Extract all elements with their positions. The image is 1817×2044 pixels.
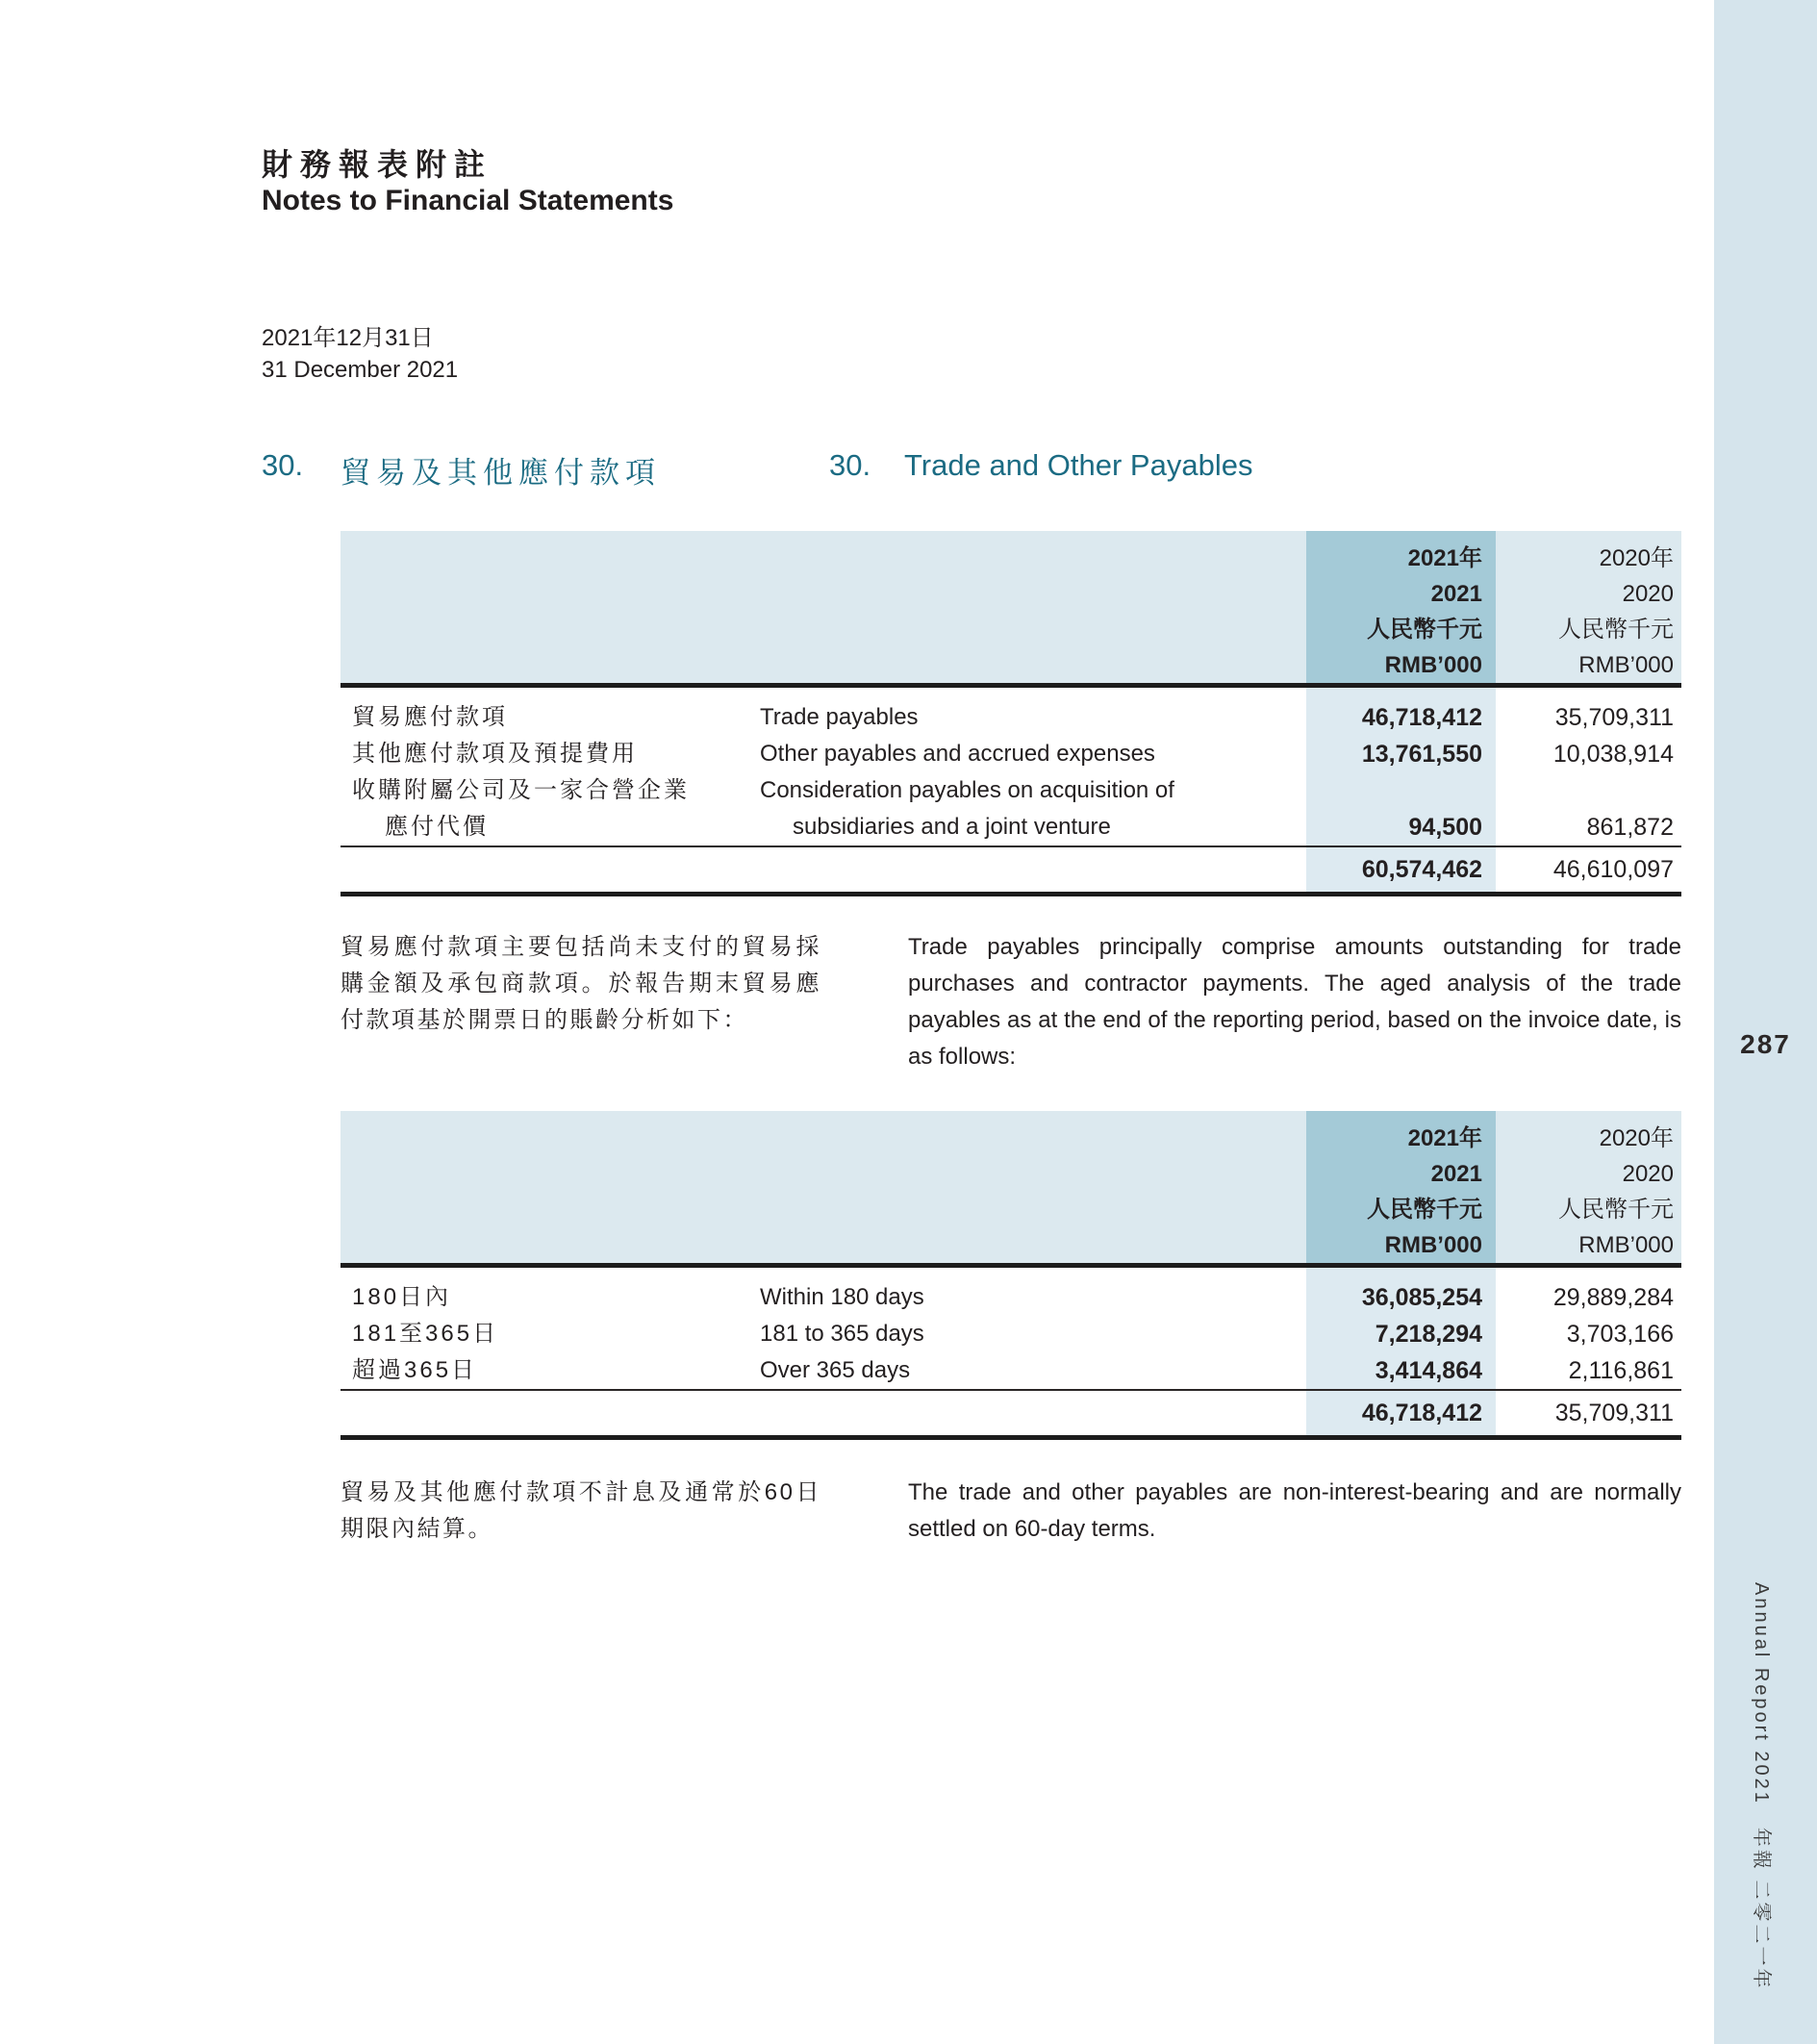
para-settlement-zh: 貿易及其他應付款項不計息及通常於60日期限內結算。 (341, 1479, 821, 1542)
table-row (341, 1316, 1681, 1352)
row-label-en: Within 180 days (760, 1284, 924, 1310)
row-label-en: subsidiaries and a joint venture (793, 814, 1111, 840)
row-label-en: 181 to 365 days (760, 1321, 924, 1347)
row-label-en: Trade payables (760, 704, 919, 730)
para-settlement-en: The trade and other payables are non-interest-bearing and are normally settled on 60-day terms. (908, 1479, 1681, 1542)
total-2020: 35,709,311 (1554, 1400, 1674, 1426)
total-2021: 46,718,412 (1361, 1400, 1482, 1426)
column-header-2021: 2021年 2021 人民幣千元 RMB’000 (1367, 545, 1482, 678)
row-label-zh: 181至365日 (352, 1321, 499, 1347)
para-trade-payables-zh: 貿易應付款項主要包括尚未支付的貿易採購金額及承包商款項。於報告期末貿易應付款項基於開票日的賬齡分析如下： (341, 934, 821, 1033)
table-total-row (341, 1389, 1681, 1435)
value-2021: 36,085,254 (1361, 1284, 1482, 1311)
section-number-en: 30. (829, 448, 871, 482)
value-2021: 7,218,294 (1375, 1321, 1482, 1348)
row-label-en: Over 365 days (760, 1357, 911, 1383)
document-title-en: Notes to Financial Statements (262, 185, 674, 216)
value-2020: 35,709,311 (1554, 704, 1674, 731)
document-title-zh: 財務報表附註 (262, 147, 493, 182)
row-label-zh: 超過365日 (352, 1357, 478, 1383)
row-label-en: Other payables and accrued expenses (760, 741, 1155, 767)
table-row (341, 1279, 1681, 1316)
page-number: 287 (1740, 1029, 1791, 1059)
value-2021 (1306, 772, 1496, 809)
aging-table (341, 1111, 1681, 1440)
value-2020: 10,038,914 (1552, 741, 1674, 768)
column-header-2021: 2021年 2021 人民幣千元 RMB’000 (1367, 1125, 1482, 1258)
row-label-zh: 收購附屬公司及一家合營企業 (352, 777, 690, 803)
para-trade-payables-en: Trade payables principally comprise amounts outstanding for trade purchases and contractor payments. The aged analysis of the trade payables as at the end of the reporting period, based on the invoice date, is as follows: (908, 934, 1681, 1070)
payables-table-header (341, 531, 1681, 688)
column-header-2020: 2020年 2020 人民幣千元 RMB’000 (1558, 545, 1674, 678)
value-2020: 2,116,861 (1568, 1357, 1674, 1384)
column-header-2020: 2020年 2020 人民幣千元 RMB’000 (1558, 1125, 1674, 1258)
value-2020: 3,703,166 (1566, 1321, 1674, 1348)
value-2021: 94,500 (1408, 814, 1482, 841)
table-total-row (341, 845, 1681, 892)
sidebar-vertical-label: Annual Report 2021 年報 二零二一年 (1751, 1582, 1772, 1991)
value-2020: 29,889,284 (1552, 1284, 1674, 1311)
table-row (341, 1352, 1681, 1389)
value-2021: 46,718,412 (1361, 704, 1482, 731)
table-row (341, 772, 1681, 809)
row-label-zh: 應付代價 (385, 814, 489, 840)
row-label-zh: 貿易應付款項 (352, 704, 508, 730)
row-label-zh: 其他應付款項及預提費用 (352, 741, 638, 767)
row-label-zh: 180日內 (352, 1284, 452, 1310)
payables-table-body (341, 688, 1681, 896)
report-date-zh: 2021年12月31日 (262, 325, 434, 351)
payables-table (341, 531, 1681, 896)
total-2021: 60,574,462 (1361, 856, 1482, 883)
section-number-zh: 30. (262, 448, 304, 482)
report-date-en: 31 December 2021 (262, 357, 459, 383)
aging-table-header (341, 1111, 1681, 1268)
value-2021: 3,414,864 (1375, 1357, 1482, 1384)
value-2020: 861,872 (1586, 814, 1674, 841)
table-row (341, 736, 1681, 772)
total-2020: 46,610,097 (1552, 856, 1674, 883)
section-title-en: Trade and Other Payables (904, 448, 1253, 482)
value-2020 (1496, 772, 1681, 809)
table-row (341, 699, 1681, 736)
aging-table-body (341, 1268, 1681, 1440)
row-label-en: Consideration payables on acquisition of (760, 777, 1174, 803)
value-2021: 13,761,550 (1361, 741, 1482, 768)
section-title-zh: 貿易及其他應付款項 (341, 456, 661, 490)
table-row (341, 809, 1681, 845)
